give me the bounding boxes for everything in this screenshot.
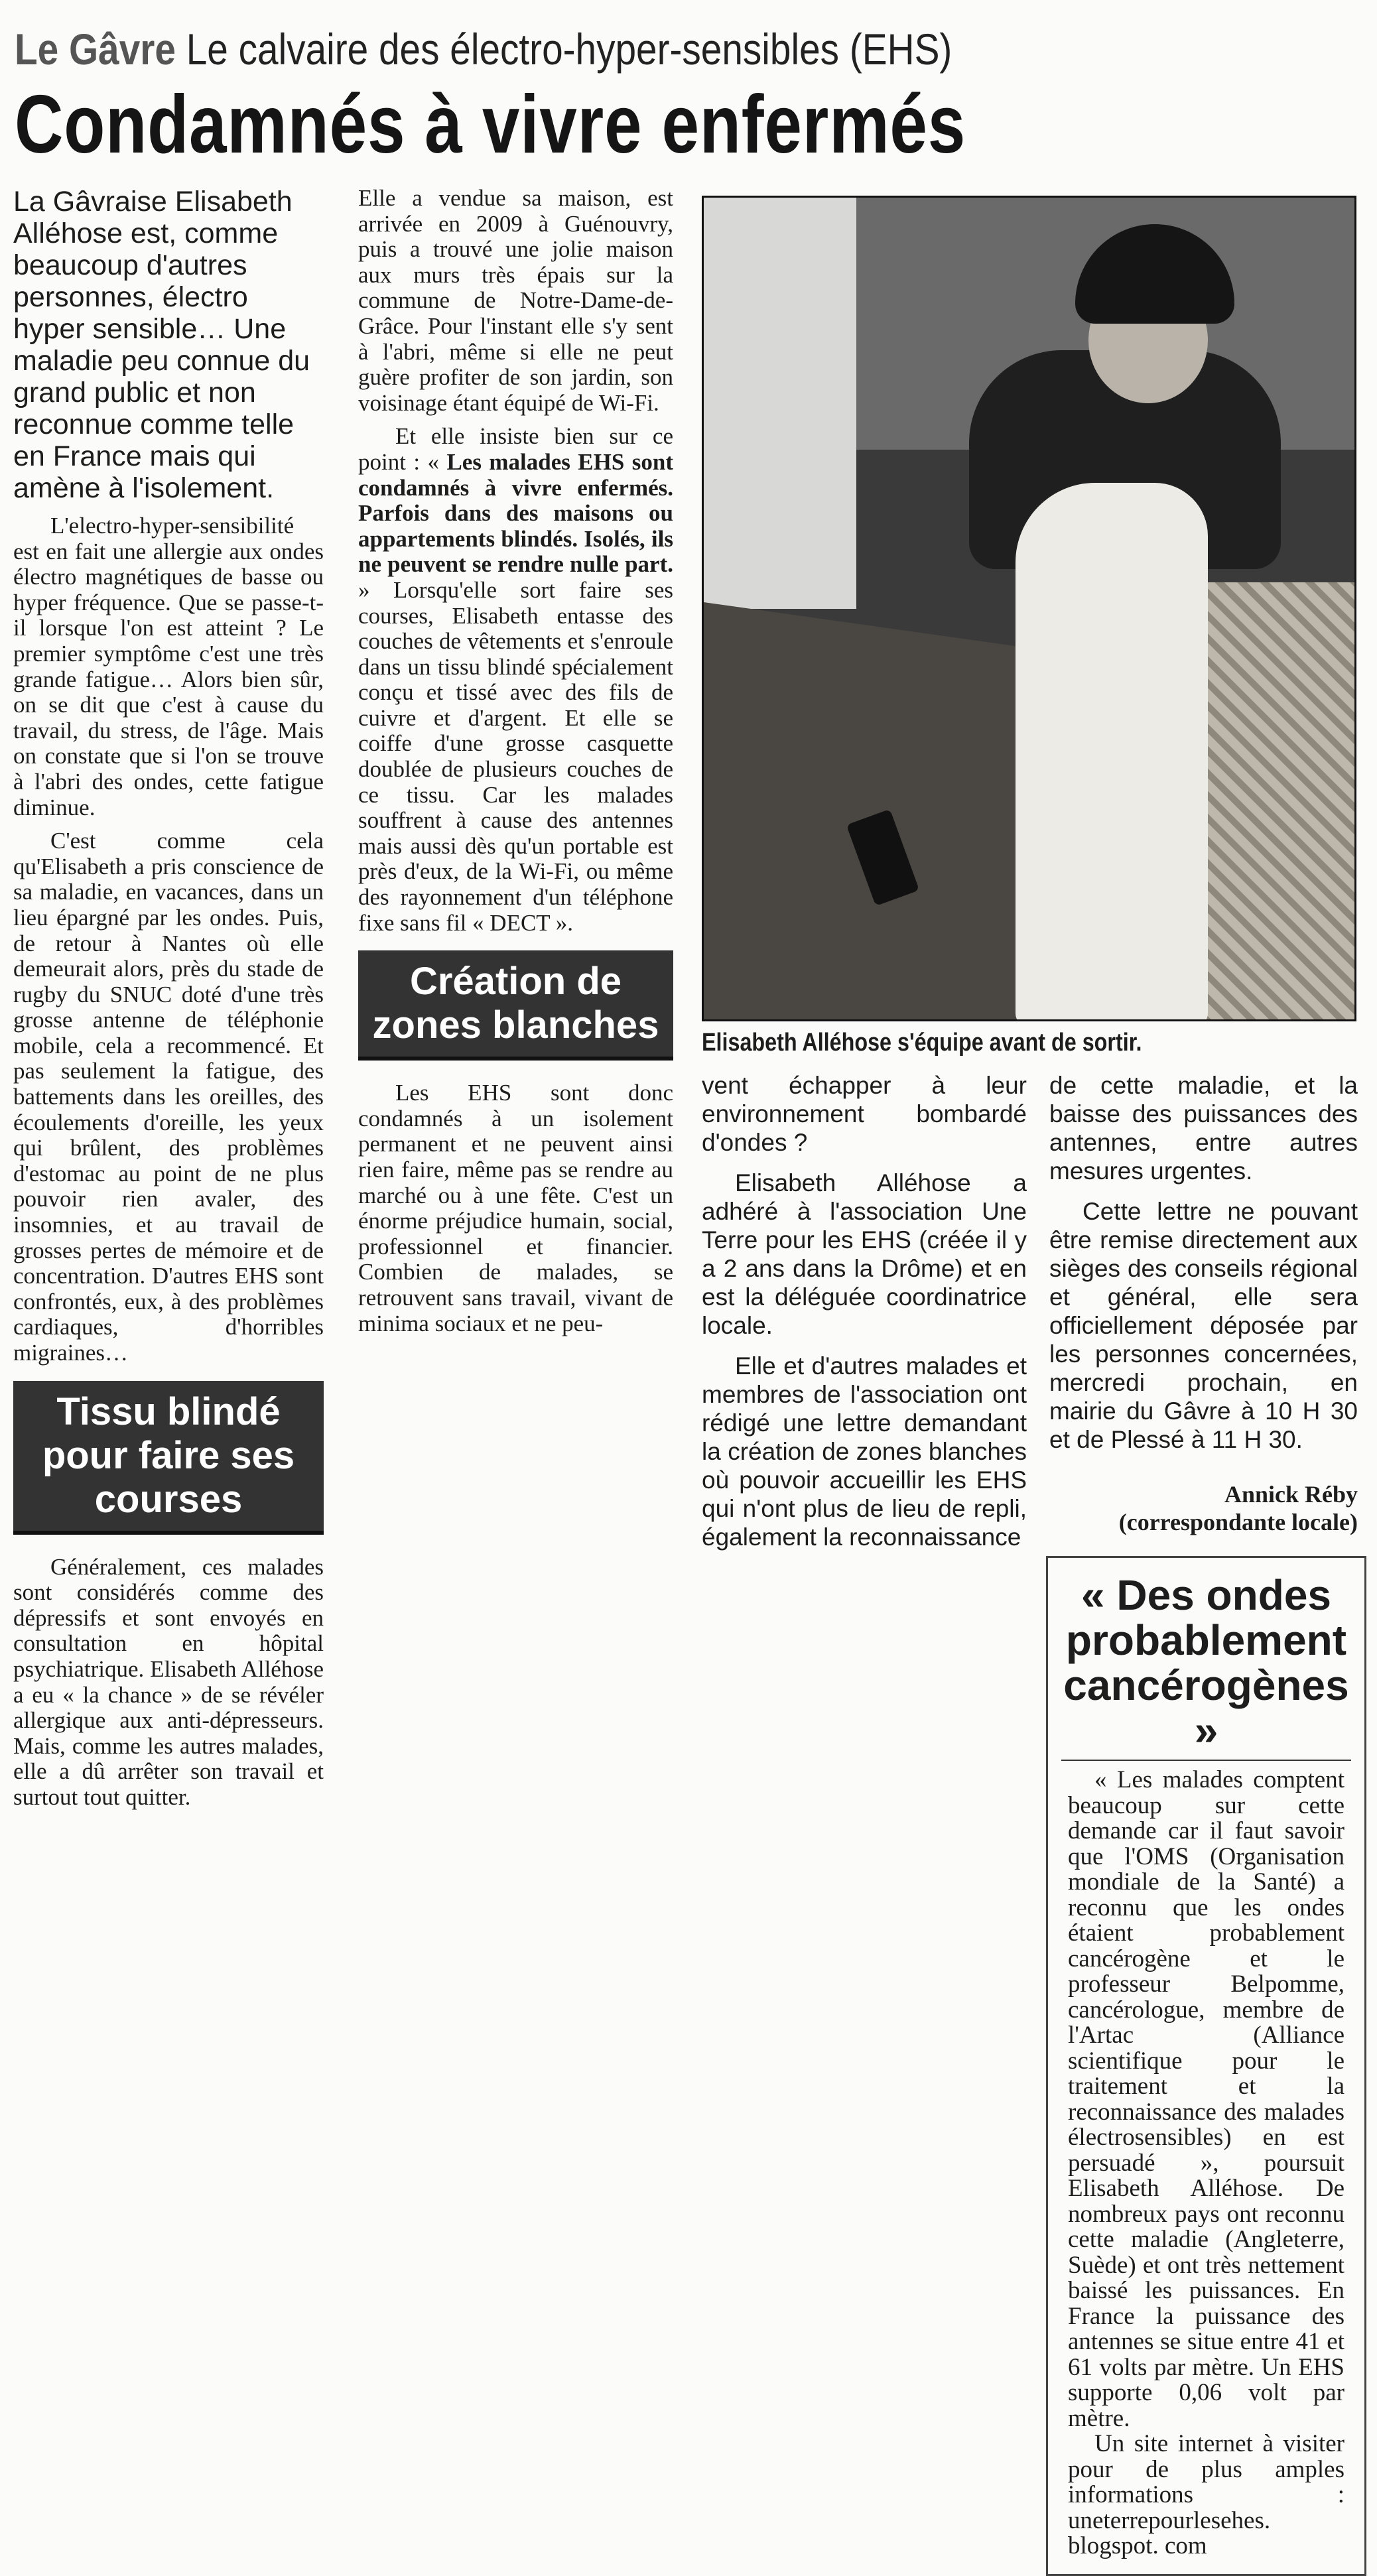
photo — [702, 196, 1356, 1021]
photo-caption: Elisabeth Alléhose s'équipe avant de sortir. — [702, 1029, 1142, 1057]
sidebar-text — [1068, 1768, 1344, 2559]
paragraph: Généralement, ces malades sont considérés comme des dépressifs et sont envoyés en consultation en hôpital psychiatrique. Elisabeth Alléhose a eu « la chance » de se révéler allergique aux anti-dépresseurs. Mais, comme les autres malades, elle a dû arrêter son travail et surtout tout quitter. — [13, 1553, 324, 1810]
paragraph: de cette maladie, et la baisse des puissances des antennes, entre autres mesures urgentes. — [1049, 1072, 1358, 1185]
byline-author: Annick Réby — [1224, 1481, 1358, 1508]
photo-wall — [704, 198, 856, 609]
bold-quote: Les malades EHS sont condamnés à vivre enfermés. Parfois dans des maisons ou appartements blindés. Isolés, ils ne peuvent se rendre nulle part. — [358, 448, 673, 578]
lead-paragraph: La Gâvraise Elisabeth Alléhose est, comme beaucoup d'autres personnes, électro hyper sensible… Une maladie peu connue du grand public et non reconnue comme telle en France mais qui amène à l'isolement. — [13, 186, 310, 504]
kicker-subtitle: Le calvaire des électro-hyper-sensibles (EHS) — [186, 25, 952, 74]
paragraph: Cette lettre ne pouvant être remise directement aux sièges des conseils régional et général, elle sera officiellement déposée par les personnes concernées, mercredi prochain, en mairie du Gâvre à 10 H 30 et de Plessé à 11 H 30. — [1049, 1198, 1358, 1453]
headline: Condamnés à vivre enfermés — [15, 79, 966, 170]
byline — [1049, 1480, 1358, 1536]
column-2 — [358, 186, 673, 1344]
section-heading-creation: Création de zones blanches — [358, 950, 673, 1061]
paragraph: « Les malades comptent beaucoup sur cette demande car il faut savoir que l'OMS (Organisation mondiale de la Santé) a reconnu que les ondes étaient probablement cancérogène et le professeur Belpomme, cancérologue, membre de l'Artac (Alliance scientifique pour le traitement et la reconnaissance des malades électrosensibles) en est persuadé », poursuit Elisabeth Alléhose. De nombreux pays ont reconnu cette maladie (Angleterre, Suède) et ont très nettement baissé les puissances. En France la puissance des antennes se situe entre 41 et 61 volts par mètre. Un EHS supporte 0,06 volt par mètre. — [1068, 1766, 1344, 2432]
paragraph-quote: Et elle insiste bien sur ce point : « Les malades EHS sont condamnés à vivre enfermés. Parfois dans des maisons ou appartements blindés. Isolés, ils ne peuvent se rendre nulle part. » Lorsqu'elle sort faire ses courses, Elisabeth entasse des couches de vêtements et s'enroule dans un tissu blindé spécialement conçu et tissé avec des fils de cuivre et d'argent. Et elle se coiffe d'une grosse casquette doublée de plusieurs couches de ce tissu. Car les malades souffrent à cause des antennes mais aussi dès qu'un portable est près d'eux, de la Wi-Fi, ou même des rayonnement d'un téléphone fixe sans fil « DECT ». — [358, 423, 673, 936]
column-3 — [702, 1071, 1027, 1563]
byline-role: (correspondante locale) — [1118, 1509, 1358, 1535]
column-4 — [1049, 1071, 1358, 2576]
column-1 — [13, 186, 324, 1819]
paragraph: vent échapper à leur environnement bombardé d'ondes ? — [702, 1072, 1027, 1156]
paragraph: C'est comme cela qu'Elisabeth a pris conscience de sa maladie, en vacances, dans un lieu épargné par les ondes. Puis, de retour à Nantes où elle demeurait alors, près du stade de rugby du SNUC doté d'une très grosse antenne de téléphonie mobile, cela a recommencé. Et pas seulement la fatigue, des battements dans les oreilles, des écoulements d'oreille, les yeux qui brûlent, des problèmes d'estomac au point de ne plus pouvoir rien avaler, des insomnies, et au travail de grosses pertes de mémoire et de concentration. D'autres EHS sont confrontés, eux, à des problèmes cardiaques, d'horribles migraines… — [13, 828, 324, 1366]
kicker-place: Le Gâvre — [15, 25, 176, 74]
photo-shielding-fabric — [1016, 483, 1208, 1021]
paragraph: L'electro-hyper-sensibilité est en fait une allergie aux ondes électro magnétiques de basse ou hyper fréquence. Que se passe-t-il lorsque l'on est atteint ? Le premier symptôme c'est une très grande fatigue… Alors bien sûr, on se dit que c'est à cause du travail, du stress, de l'âge. Mais on constate que si l'on se trouve à l'abri des ondes, cette fatigue diminue. — [13, 513, 324, 820]
section-heading-tissu: Tissu blindé pour faire ses courses — [13, 1381, 324, 1535]
kicker — [15, 24, 952, 74]
paragraph: Elisabeth Alléhose a adhéré à l'association Une Terre pour les EHS (créée il y a 2 ans dans la Drôme) et en est la déléguée coordinatrice locale. — [702, 1169, 1027, 1339]
paragraph: Elle a vendue sa maison, est arrivée en 2009 à Guénouvry, puis a trouvé une jolie maison aux murs très épais sur la commune de Notre-Dame-de-Grâce. Pour l'instant elle s'y sent à l'abri, même si elle ne peut guère profiter de son jardin, son voisinage étant équipé de Wi-Fi. — [358, 185, 673, 416]
paragraph: Les EHS sont donc condamnés à un isolement permanent et ne peuvent ainsi rien faire, même pas se rendre au marché ou à une fête. C'est un énorme préjudice humain, social, professionnel et financier. Combien de malades, se retrouvent sans travail, vivant de minima sociaux et ne peu- — [358, 1080, 673, 1336]
paragraph: Elle et d'autres malades et membres de l'association ont rédigé une lettre demandant la création de zones blanches où pouvoir accueillir les EHS qui n'ont plus de lieu de repli, également la reconnaissance — [702, 1352, 1027, 1551]
paragraph: Un site internet à visiter pour de plus amples informations : uneterrepourlesehes. blogspot. com — [1068, 2430, 1344, 2559]
sidebar-box — [1046, 1556, 1366, 2576]
column-4-text — [1049, 1071, 1358, 1454]
sidebar-heading: « Des ondes probablement cancérogènes » — [1061, 1573, 1351, 1761]
